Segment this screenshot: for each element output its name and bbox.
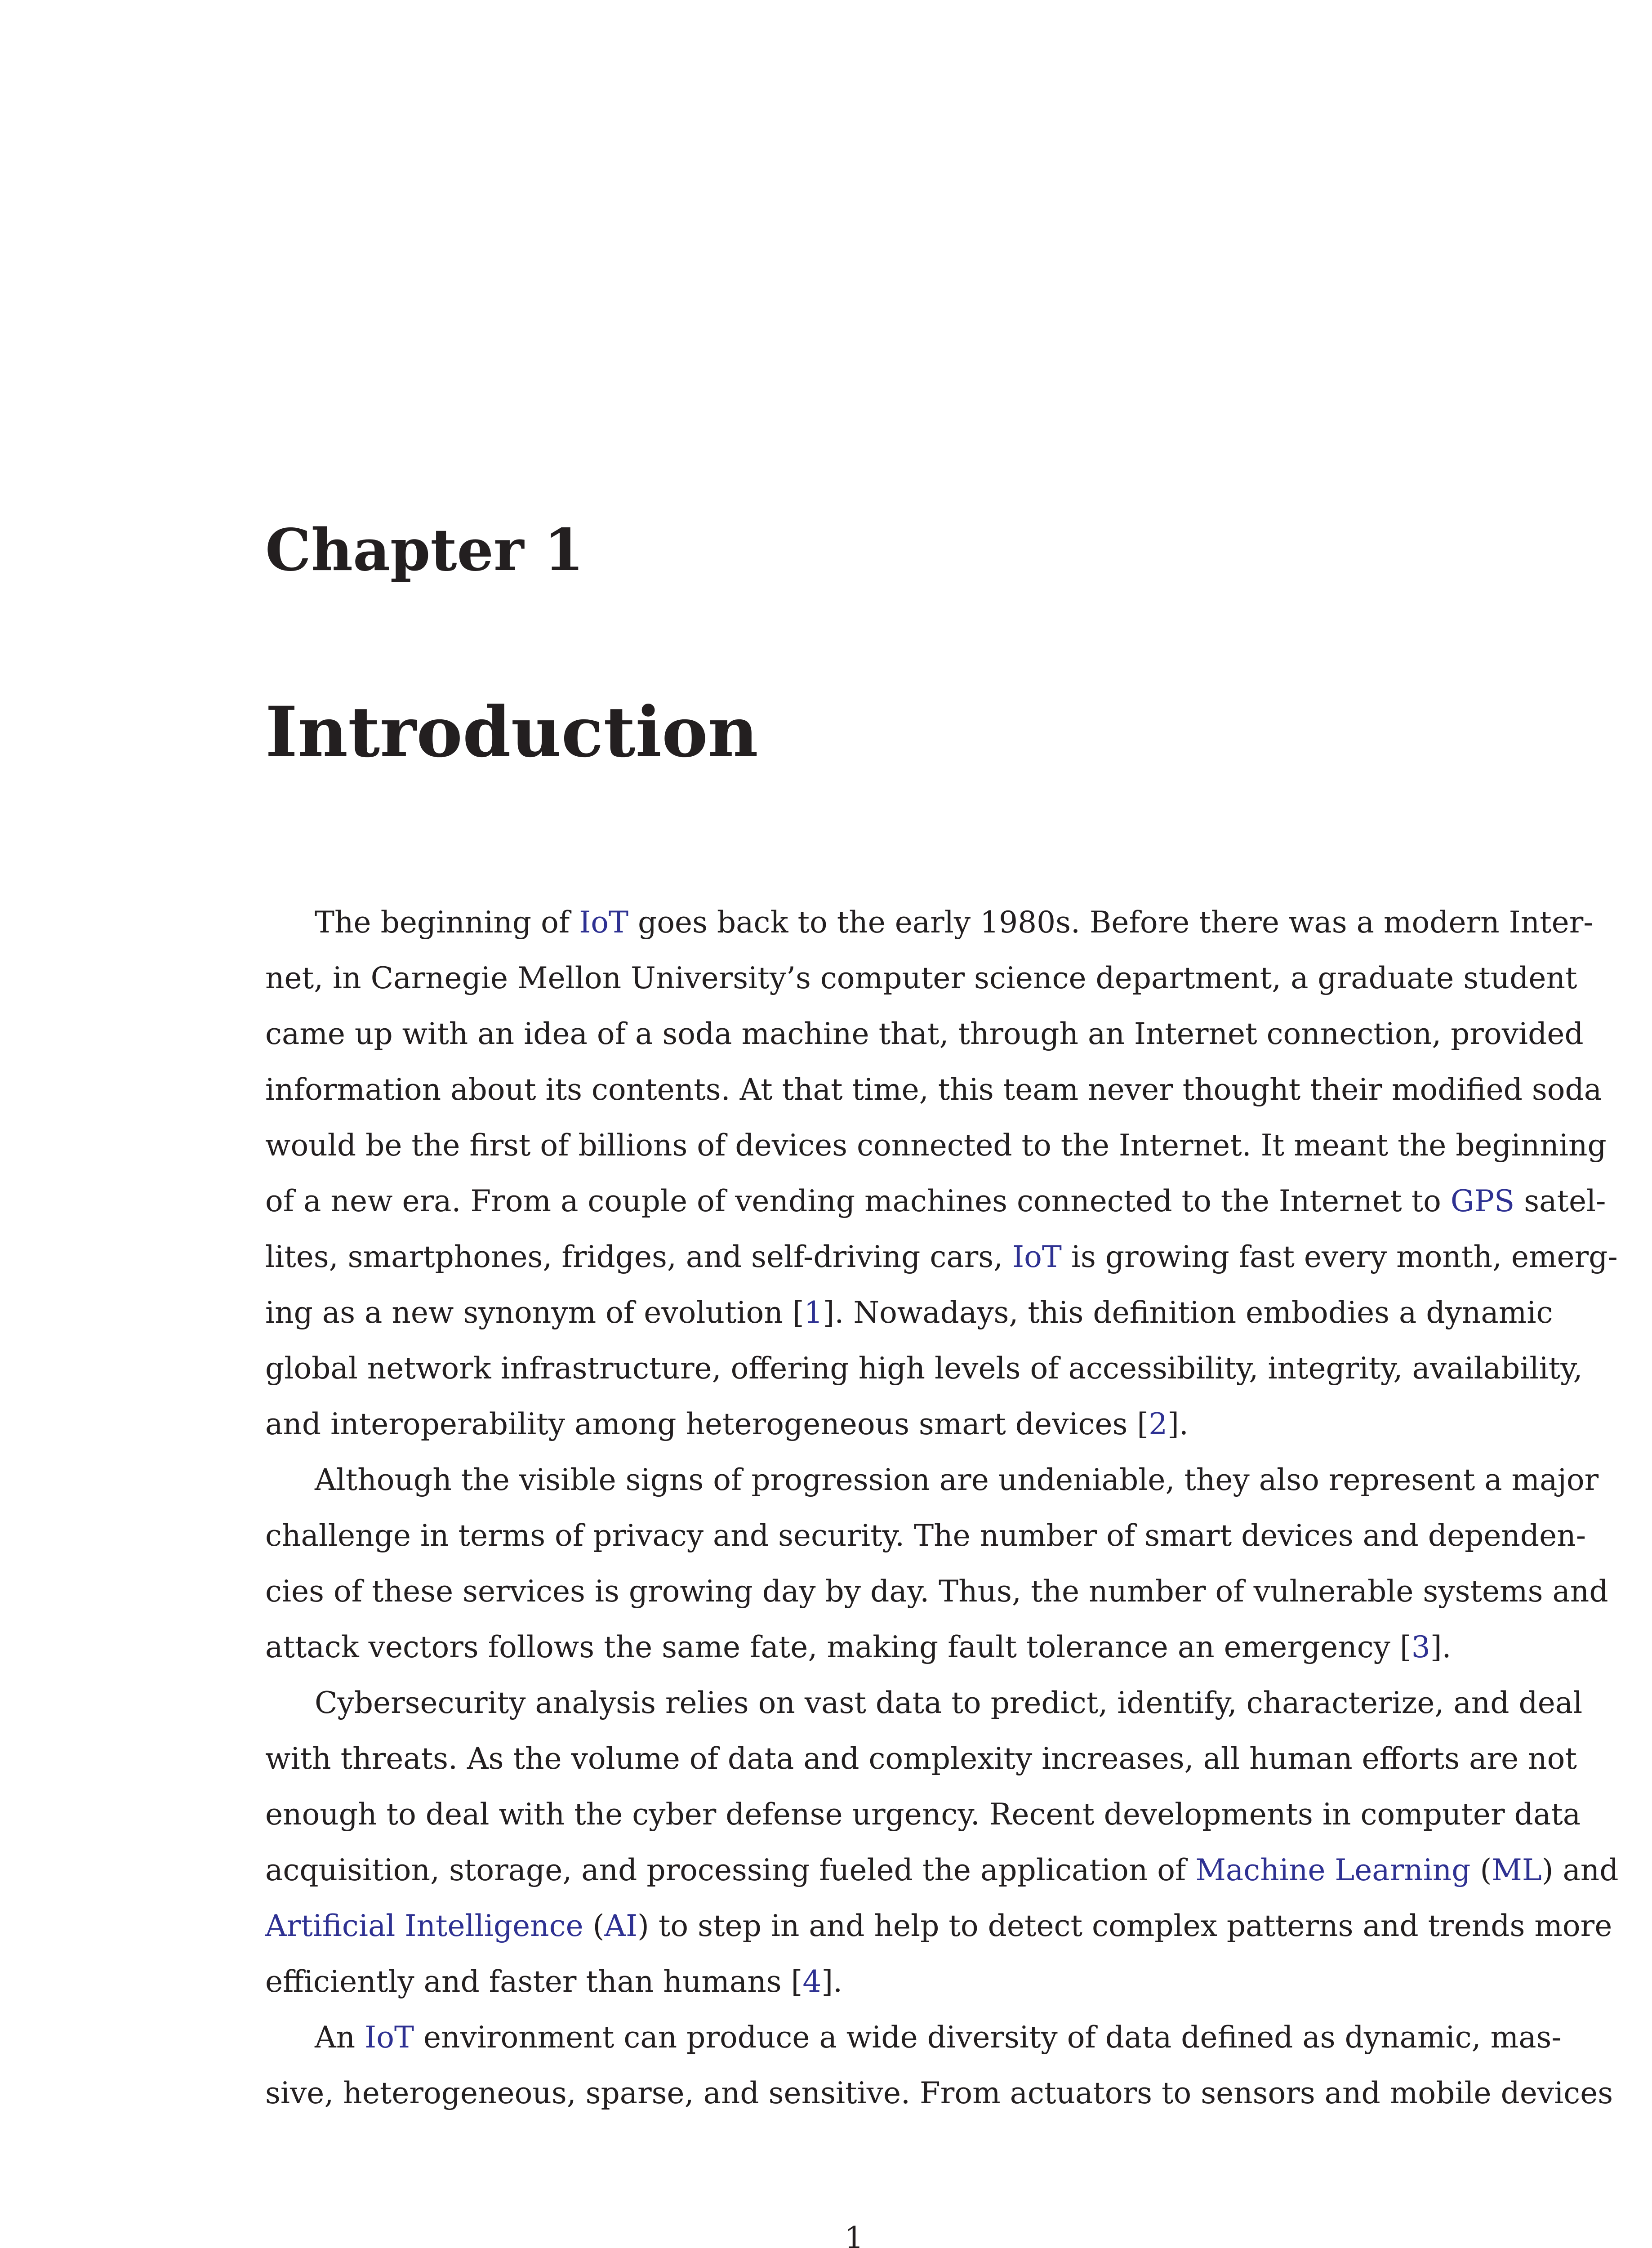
text-segment: ]. Nowadays, this definition embodies a dynamic — [823, 1295, 1553, 1330]
text-segment: information about its contents. At that time, this team never thought their modified soda — [265, 1072, 1602, 1107]
text-segment: acquisition, storage, and processing fueled the application of — [265, 1853, 1196, 1887]
text-segment: came up with an idea of a soda machine that, through an Internet connection, provided — [265, 1017, 1584, 1051]
text-segment: ( — [1470, 1853, 1492, 1887]
text-segment: efficiently and faster than humans [ — [265, 1964, 803, 1999]
reference-link[interactable]: IoT — [1012, 1240, 1062, 1274]
text-segment: lites, smartphones, fridges, and self-driving cars, — [265, 1240, 1013, 1274]
text-segment: ]. — [1167, 1407, 1189, 1441]
text-line — [265, 1062, 1602, 1118]
text-line — [265, 950, 1577, 1006]
text-segment: would be the first of billions of devices connected to the Internet. It meant the beginning — [265, 1128, 1607, 1163]
reference-link[interactable]: 3 — [1411, 1630, 1430, 1664]
reference-link[interactable]: 2 — [1149, 1407, 1168, 1441]
text-line — [265, 1396, 1434, 1452]
reference-link[interactable]: GPS — [1450, 1184, 1515, 1218]
reference-link[interactable]: Machine Learning — [1195, 1853, 1471, 1887]
text-segment: An — [315, 2020, 365, 2055]
text-line — [265, 1898, 1612, 1954]
text-segment: goes back to the early 1980s. Before there was a modern Inter- — [628, 905, 1594, 940]
chapter-label: Chapter 1 — [265, 517, 584, 584]
text-segment: net, in Carnegie Mellon University’s computer science department, a graduate student — [265, 961, 1577, 995]
text-segment: sive, heterogeneous, sparse, and sensitive. From actuators to sensors and mobile devices — [265, 2076, 1613, 2110]
text-line — [265, 1787, 1581, 1842]
text-segment: enough to deal with the cyber defense urgency. Recent developments in computer data — [265, 1797, 1581, 1832]
text-line — [265, 2010, 1562, 2065]
text-line — [265, 1731, 1577, 1787]
text-line — [265, 1954, 1434, 2010]
text-line — [265, 1452, 1599, 1508]
text-segment: with threats. As the volume of data and complexity increases, all human efforts are not — [265, 1741, 1577, 1776]
text-segment: environment can produce a wide diversity of data defined as dynamic, mas- — [414, 2020, 1562, 2055]
text-line — [265, 1508, 1586, 1564]
chapter-title: Introduction — [265, 691, 758, 773]
text-segment: attack vectors follows the same fate, making fault tolerance an emergency [ — [265, 1630, 1412, 1664]
text-segment: The beginning of — [315, 905, 579, 940]
text-segment: cies of these services is growing day by day. Thus, the number of vulnerable systems and — [265, 1574, 1608, 1609]
text-segment: ]. — [1430, 1630, 1452, 1664]
text-line — [265, 2065, 1613, 2121]
text-line — [265, 1675, 1583, 1731]
text-segment: ) and — [1541, 1853, 1619, 1887]
text-segment: ) to step in and help to detect complex patterns and trends more — [637, 1909, 1612, 1943]
reference-link[interactable]: AI — [604, 1909, 638, 1943]
body-text — [265, 895, 1619, 2121]
page-number: 1 — [845, 2221, 864, 2248]
reference-link[interactable]: Artificial Intelligence — [265, 1909, 583, 1943]
text-line — [265, 1006, 1584, 1062]
text-segment: of a new era. From a couple of vending machines connected to the Internet to — [265, 1184, 1451, 1218]
text-segment: Although the visible signs of progression are undeniable, they also represent a major — [315, 1463, 1599, 1497]
text-segment: challenge in terms of privacy and security. The number of smart devices and dependen- — [265, 1518, 1586, 1553]
reference-link[interactable]: 4 — [802, 1964, 822, 1999]
reference-link[interactable]: IoT — [579, 905, 629, 940]
text-segment: global network infrastructure, offering high levels of accessibility, integrity, availability, — [265, 1351, 1583, 1386]
reference-link[interactable]: ML — [1492, 1853, 1542, 1887]
reference-link[interactable]: IoT — [365, 2020, 414, 2055]
text-line — [265, 895, 1594, 950]
text-line — [265, 1619, 1452, 1675]
text-segment: Cybersecurity analysis relies on vast data to predict, identify, characterize, and deal — [315, 1686, 1583, 1720]
text-segment: satel- — [1514, 1184, 1606, 1218]
text-segment: ( — [583, 1909, 605, 1943]
text-segment: ]. — [821, 1964, 843, 1999]
text-segment: ing as a new synonym of evolution [ — [265, 1295, 804, 1330]
text-line — [265, 1341, 1583, 1396]
text-line — [265, 1285, 1553, 1341]
text-line — [265, 1173, 1606, 1229]
reference-link[interactable]: 1 — [804, 1295, 823, 1330]
text-line — [265, 1842, 1619, 1898]
text-segment: and interoperability among heterogeneous smart devices [ — [265, 1407, 1149, 1441]
text-line — [265, 1118, 1607, 1173]
text-line — [265, 1564, 1608, 1619]
text-segment: is growing fast every month, emerg- — [1061, 1240, 1618, 1274]
text-line — [265, 1229, 1618, 1285]
